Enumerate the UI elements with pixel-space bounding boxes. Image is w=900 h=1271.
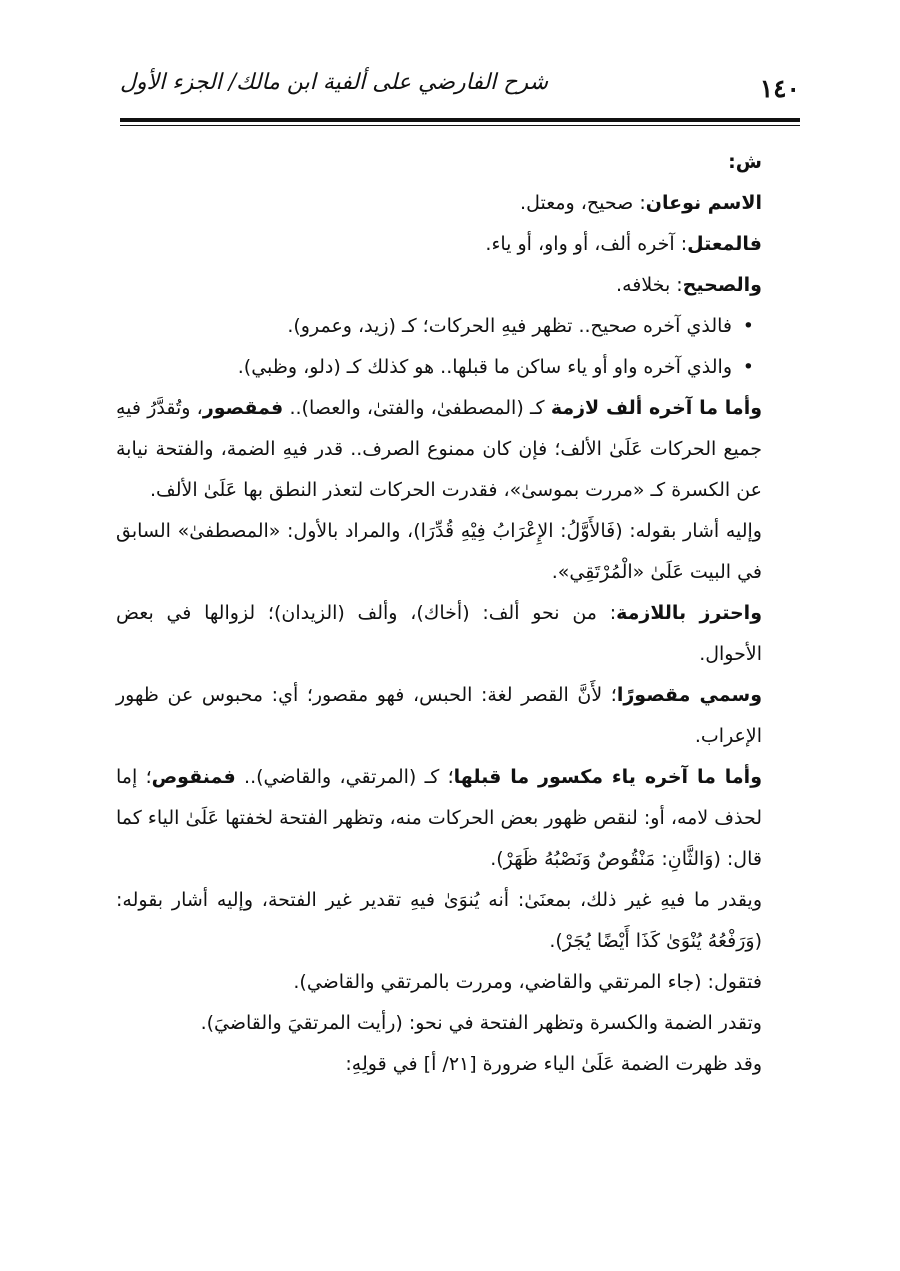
bullet-icon: • [742, 315, 754, 337]
paragraph-8 [116, 757, 806, 880]
paragraph-10: فتقول: (جاء المرتقي والقاضي، ومررت بالمرتقي والقاضي). [293, 971, 762, 993]
page-header [120, 66, 800, 118]
paragraph-4 [116, 388, 806, 511]
paragraph-3 [116, 265, 806, 306]
paragraph-2-lead: فالمعتل [687, 233, 762, 255]
running-title: شرح الفارضي على ألفية ابن مالك/ الجزء الأول [120, 70, 549, 95]
header-rule-thick [120, 118, 800, 122]
paragraph-8-term: فمنقوص [151, 766, 236, 788]
paragraph-3-lead: والصحيح [682, 274, 762, 296]
paragraph-1-lead: الاسم نوعان [645, 192, 762, 214]
paragraph-6-text: : من نحو ألف: (أخاك)، وألف (الزيدان)؛ لزوالها في بعض الأحوال. [116, 602, 762, 665]
paragraph-8-middle: ؛ كـ (المرتقي، والقاضي).. [235, 766, 454, 788]
paragraph-4-text: ، وتُقدَّرُ فيهِ جميع الحركات عَلَىٰ الألف؛ فإن كان ممنوع الصرف.. قدر فيهِ الضمة، والفتحة نيابة عن الكسرة كـ «مررت بموسىٰ»، فقدرت الحركات لتعذر النطق بها عَلَىٰ الألف. [116, 397, 762, 501]
paragraph-7-lead: وسمي مقصورًا [616, 684, 763, 706]
bullet-icon: • [742, 356, 754, 378]
list-item-text: فالذي آخره صحيح.. تظهر فيهِ الحركات؛ كـ (زيد، وعمرو). [287, 315, 732, 337]
paragraph-4-lead: وأما ما آخره ألف لازمة [550, 397, 763, 419]
paragraph-5: وإليه أشار بقوله: (فَالأَوَّلُ: الإِعْرَابُ فِيْهِ قُدِّرَا)، والمراد بالأول: «المصطفىٰ» السابق في البيت عَلَىٰ «الْمُرْتَقِي». [116, 520, 762, 583]
paragraph-1 [116, 183, 806, 224]
bullet-list [116, 306, 806, 388]
paragraph-6-lead: واحترز باللازمة [616, 602, 762, 624]
paragraph-2 [116, 224, 806, 265]
paragraph-6 [116, 593, 806, 675]
paragraph-4-middle: كـ (المصطفىٰ، والفتىٰ، والعصا).. [283, 397, 551, 419]
paragraph-2-text: : آخره ألف، أو واو، أو ياء. [485, 233, 688, 255]
paragraph-8-lead: وأما ما آخره ياء مكسور ما قبلها [453, 766, 763, 788]
paragraph-7 [116, 675, 806, 757]
paragraph-12: وقد ظهرت الضمة عَلَىٰ الياء ضرورة [٢١/ أ] في قولِهِ: [345, 1053, 762, 1075]
paragraph-4-term: فمقصور [202, 397, 284, 419]
paragraph-3-text: : بخلافه. [616, 274, 683, 296]
body-text [116, 142, 806, 1085]
paragraph-8-text: ؛ إما لحذف لامه، أو: لنقص ظهور بعض الحركات منه، وتظهر الفتحة لخفتها عَلَىٰ الياء كما قال: (وَالثَّانِ: مَنْقُوصٌ وَنَصْبُهُ ظَهَرْ). [116, 766, 762, 870]
paragraph-7-text: ؛ لأَنَّ القصر لغة: الحبس، فهو مقصور؛ أي: محبوس عن ظهور الإعراب. [116, 684, 762, 747]
section-marker: ش: [728, 151, 762, 173]
list-item-text: والذي آخره واو أو ياء ساكن ما قبلها.. هو كذلك كـ (دلو، وظبي). [237, 356, 732, 378]
paragraph-11: وتقدر الضمة والكسرة وتظهر الفتحة في نحو: (رأيت المرتقيَ والقاضيَ). [200, 1012, 762, 1034]
header-rule-thin [120, 125, 800, 126]
list-item [116, 347, 806, 388]
list-item [116, 306, 806, 347]
paragraph-9: ويقدر ما فيهِ غير ذلك، بمعنَىٰ: أنه يُنوَىٰ فيهِ تقدير غير الفتحة، وإليه أشار بقوله: (وَرَفْعُهُ يُنْوَىٰ كَذَا أَيْضًا يُجَرْ). [116, 889, 762, 952]
page-number: ١٤٠ [759, 74, 800, 103]
paragraph-1-text: : صحيح، ومعتل. [520, 192, 646, 214]
